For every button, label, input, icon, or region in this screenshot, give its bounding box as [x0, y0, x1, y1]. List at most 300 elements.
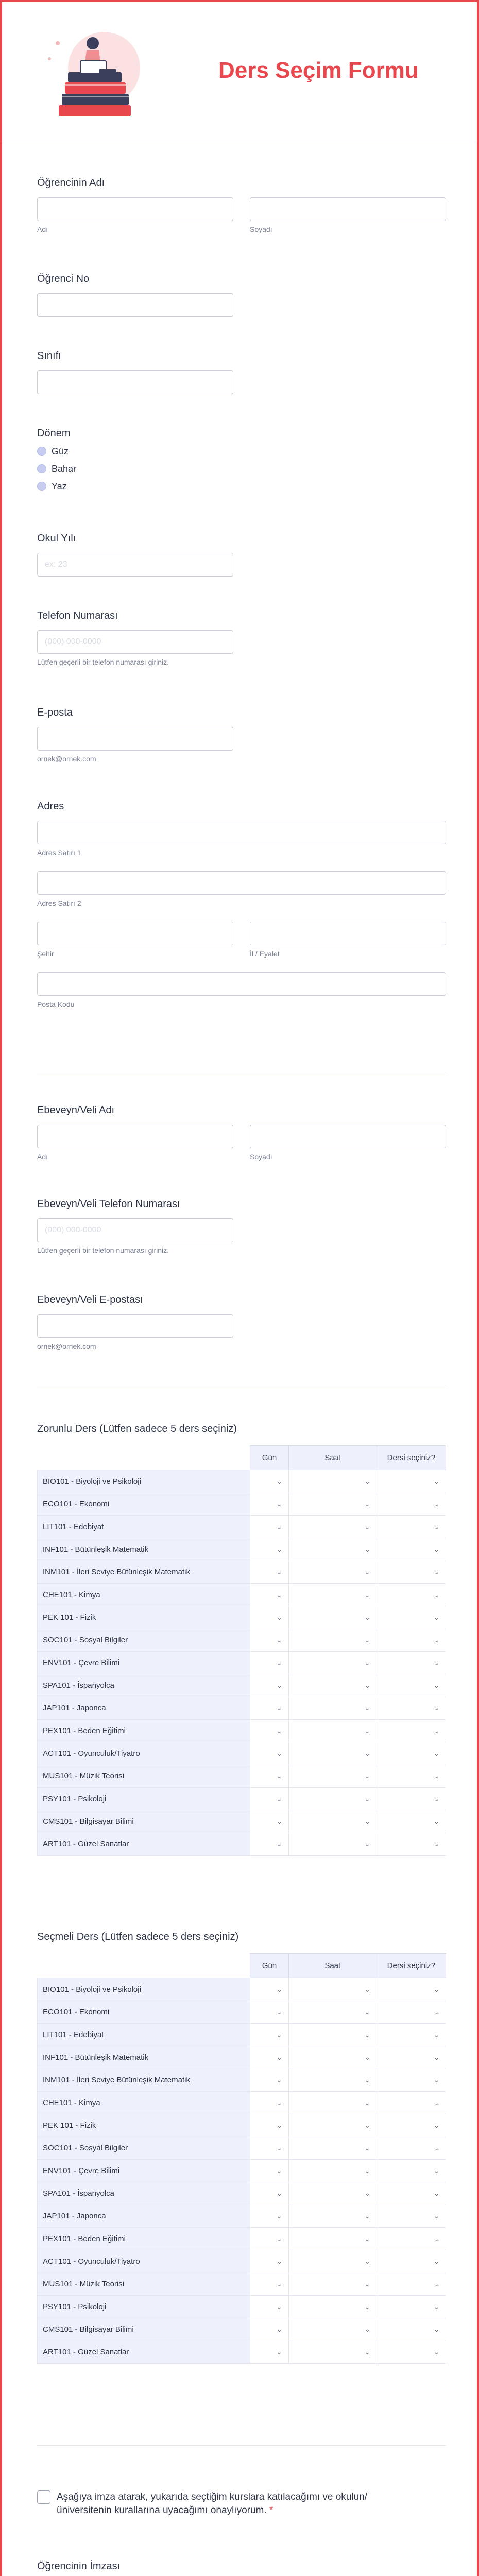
mandatory-course-matrix — [37, 1445, 446, 1856]
course-row-label: PEX101 - Beden Eğitimi — [38, 1720, 250, 1742]
chevron-down-icon[interactable]: ⌄ — [276, 1840, 282, 1848]
course-row — [38, 2092, 446, 2114]
radio-circle[interactable] — [37, 447, 46, 456]
time-select-cell[interactable] — [288, 1606, 377, 1629]
course-row — [38, 2250, 446, 2273]
chevron-down-icon[interactable]: ⌄ — [364, 1817, 370, 1825]
chevron-down-icon[interactable]: ⌄ — [434, 2121, 439, 2129]
chevron-down-icon[interactable]: ⌄ — [276, 2302, 282, 2311]
chevron-down-icon[interactable]: ⌄ — [364, 1613, 370, 1621]
course-row — [38, 2205, 446, 2228]
chevron-down-icon[interactable]: ⌄ — [276, 1749, 282, 1757]
chevron-down-icon[interactable]: ⌄ — [434, 1545, 439, 1553]
student-name-field — [37, 177, 446, 233]
class-input[interactable] — [37, 370, 233, 394]
chevron-down-icon[interactable]: ⌄ — [276, 1704, 282, 1712]
time-select-cell[interactable] — [288, 2137, 377, 2160]
choose-course-select-cell[interactable] — [377, 1674, 446, 1697]
term-option-spring[interactable] — [37, 460, 446, 478]
chevron-down-icon[interactable]: ⌄ — [276, 2098, 282, 2107]
day-select-cell[interactable] — [250, 1516, 288, 1538]
chevron-down-icon[interactable]: ⌄ — [434, 1704, 439, 1712]
chevron-down-icon[interactable]: ⌄ — [364, 1636, 370, 1644]
time-select-cell[interactable] — [288, 1720, 377, 1742]
time-select-cell[interactable] — [288, 2046, 377, 2069]
course-row-label: INM101 - İleri Seviye Bütünleşik Matematik — [38, 2069, 250, 2092]
mandatory-course-field — [37, 1423, 446, 1856]
choose-course-select-cell[interactable] — [377, 1742, 446, 1765]
course-row-label: ART101 - Güzel Sanatlar — [38, 2341, 250, 2364]
course-row — [38, 1788, 446, 1810]
chevron-down-icon[interactable]: ⌄ — [276, 1794, 282, 1803]
day-select-cell[interactable] — [250, 1697, 288, 1720]
day-select-cell[interactable] — [250, 1561, 288, 1584]
choose-course-select-cell[interactable] — [377, 2114, 446, 2137]
chevron-down-icon[interactable]: ⌄ — [434, 1985, 439, 1993]
term-option-label: Yaz — [52, 481, 67, 492]
day-select-cell[interactable] — [250, 1470, 288, 1493]
chevron-down-icon[interactable]: ⌄ — [434, 1794, 439, 1803]
chevron-down-icon[interactable]: ⌄ — [276, 1726, 282, 1735]
day-select-cell[interactable] — [250, 2205, 288, 2228]
day-select-cell[interactable] — [250, 2250, 288, 2273]
choose-course-select-cell[interactable] — [377, 2318, 446, 2341]
day-select-cell[interactable] — [250, 2069, 288, 2092]
term-label: Dönem — [37, 428, 71, 439]
choose-course-select-cell[interactable] — [377, 1720, 446, 1742]
chevron-down-icon[interactable]: ⌄ — [276, 1590, 282, 1599]
day-select-cell[interactable] — [250, 1652, 288, 1674]
chevron-down-icon[interactable]: ⌄ — [276, 2144, 282, 2152]
student-last-name-input[interactable] — [250, 197, 446, 221]
day-select-cell[interactable] — [250, 2228, 288, 2250]
choose-course-select-cell[interactable] — [377, 2341, 446, 2364]
term-option-fall[interactable] — [37, 443, 446, 460]
student-reading-books-illustration — [38, 28, 157, 121]
parent-name-label: Ebeveyn/Veli Adı — [37, 1105, 115, 1116]
choose-course-select-cell[interactable] — [377, 1629, 446, 1652]
parent-first-name-input[interactable] — [37, 1125, 233, 1148]
chevron-down-icon[interactable]: ⌄ — [364, 1658, 370, 1667]
chevron-down-icon[interactable]: ⌄ — [434, 1613, 439, 1621]
chevron-down-icon[interactable]: ⌄ — [364, 2189, 370, 2197]
consent-checkbox[interactable] — [37, 2490, 50, 2504]
choose-course-select-cell[interactable] — [377, 2273, 446, 2296]
course-row — [38, 2296, 446, 2318]
time-select-cell[interactable] — [288, 2114, 377, 2137]
chevron-down-icon[interactable]: ⌄ — [434, 1477, 439, 1485]
time-select-cell[interactable] — [288, 2296, 377, 2318]
day-select-cell[interactable] — [250, 1810, 288, 1833]
time-select-cell[interactable] — [288, 1584, 377, 1606]
choose-course-select-cell[interactable] — [377, 1606, 446, 1629]
student-no-input[interactable] — [37, 293, 233, 317]
course-row-label: LIT101 - Edebiyat — [38, 1516, 250, 1538]
chevron-down-icon[interactable]: ⌄ — [434, 2008, 439, 2016]
zip-input[interactable] — [37, 972, 446, 996]
time-select-cell[interactable] — [288, 2205, 377, 2228]
student-first-name-sublabel: Adı — [37, 225, 48, 233]
day-select-cell[interactable] — [250, 2092, 288, 2114]
chevron-down-icon[interactable]: ⌄ — [276, 2212, 282, 2220]
course-row — [38, 2024, 446, 2046]
chevron-down-icon[interactable]: ⌄ — [434, 1500, 439, 1508]
time-select-cell[interactable] — [288, 1516, 377, 1538]
choose-course-select-cell[interactable] — [377, 2182, 446, 2205]
course-row-label: PEK 101 - Fizik — [38, 2114, 250, 2137]
chevron-down-icon[interactable]: ⌄ — [276, 2234, 282, 2243]
chevron-down-icon[interactable]: ⌄ — [434, 2348, 439, 2356]
chevron-down-icon[interactable]: ⌄ — [364, 1500, 370, 1508]
chevron-down-icon[interactable]: ⌄ — [434, 1772, 439, 1780]
state-input[interactable] — [250, 922, 446, 945]
course-row — [38, 1493, 446, 1516]
chevron-down-icon[interactable]: ⌄ — [364, 2008, 370, 2016]
elective-course-field — [37, 1931, 446, 2364]
choose-course-select-cell[interactable] — [377, 2160, 446, 2182]
time-select-cell[interactable] — [288, 1810, 377, 1833]
course-row — [38, 2046, 446, 2069]
school-year-input[interactable]: ex: 23 — [37, 553, 233, 577]
day-select-cell[interactable] — [250, 2273, 288, 2296]
course-row — [38, 2160, 446, 2182]
choose-course-select-cell[interactable] — [377, 1697, 446, 1720]
course-row-label: PEX101 - Beden Eğitimi — [38, 2228, 250, 2250]
school-year-field — [37, 533, 446, 577]
time-select-cell[interactable] — [288, 1833, 377, 1856]
column-header-day: Gün — [250, 1954, 288, 1978]
choose-course-select-cell[interactable] — [377, 1978, 446, 2001]
parent-email-sublabel: ornek@ornek.com — [37, 1342, 96, 1350]
chevron-down-icon[interactable]: ⌄ — [364, 1794, 370, 1803]
day-select-cell[interactable] — [250, 2137, 288, 2160]
parent-email-label: Ebeveyn/Veli E-postası — [37, 1294, 143, 1306]
choose-course-select-cell[interactable] — [377, 1833, 446, 1856]
radio-circle[interactable] — [37, 464, 46, 473]
choose-course-select-cell[interactable] — [377, 2137, 446, 2160]
chevron-down-icon[interactable]: ⌄ — [276, 1658, 282, 1667]
course-row-label: CMS101 - Bilgisayar Bilimi — [38, 1810, 250, 1833]
chevron-down-icon[interactable]: ⌄ — [434, 2189, 439, 2197]
chevron-down-icon[interactable]: ⌄ — [276, 2348, 282, 2356]
zip-sublabel: Posta Kodu — [37, 1000, 75, 1008]
choose-course-select-cell[interactable] — [377, 1516, 446, 1538]
choose-course-select-cell[interactable] — [377, 2092, 446, 2114]
chevron-down-icon[interactable]: ⌄ — [276, 1772, 282, 1780]
time-select-cell[interactable] — [288, 1470, 377, 1493]
time-select-cell[interactable] — [288, 1629, 377, 1652]
chevron-down-icon[interactable]: ⌄ — [364, 2234, 370, 2243]
parent-last-name-input[interactable] — [250, 1125, 446, 1148]
chevron-down-icon[interactable]: ⌄ — [364, 2098, 370, 2107]
course-row — [38, 1538, 446, 1561]
choose-course-select-cell[interactable] — [377, 2001, 446, 2024]
chevron-down-icon[interactable]: ⌄ — [434, 2053, 439, 2061]
chevron-down-icon[interactable]: ⌄ — [434, 2144, 439, 2152]
day-select-cell[interactable] — [250, 2046, 288, 2069]
chevron-down-icon[interactable]: ⌄ — [276, 1477, 282, 1485]
day-select-cell[interactable] — [250, 2001, 288, 2024]
time-select-cell[interactable] — [288, 2228, 377, 2250]
day-select-cell[interactable] — [250, 1788, 288, 1810]
course-row-label: SPA101 - İspanyolca — [38, 1674, 250, 1697]
time-select-cell[interactable] — [288, 1788, 377, 1810]
choose-course-select-cell[interactable] — [377, 1493, 446, 1516]
chevron-down-icon[interactable]: ⌄ — [364, 2348, 370, 2356]
address-label: Adres — [37, 801, 64, 812]
choose-course-select-cell[interactable] — [377, 1788, 446, 1810]
phone-sublabel: Lütfen geçerli bir telefon numarası giriniz. — [37, 658, 169, 666]
choose-course-select-cell[interactable] — [377, 1810, 446, 1833]
student-no-field — [37, 273, 446, 317]
chevron-down-icon[interactable]: ⌄ — [364, 2325, 370, 2333]
time-select-cell[interactable] — [288, 1674, 377, 1697]
chevron-down-icon[interactable]: ⌄ — [364, 1985, 370, 1993]
chevron-down-icon[interactable]: ⌄ — [276, 1985, 282, 1993]
course-row — [38, 1742, 446, 1765]
chevron-down-icon[interactable]: ⌄ — [364, 1704, 370, 1712]
chevron-down-icon[interactable]: ⌄ — [276, 2008, 282, 2016]
chevron-down-icon[interactable]: ⌄ — [276, 2053, 282, 2061]
time-select-cell[interactable] — [288, 2318, 377, 2341]
phone-input[interactable]: (000) 000-0000 — [37, 630, 233, 654]
chevron-down-icon[interactable]: ⌄ — [276, 2257, 282, 2265]
chevron-down-icon[interactable]: ⌄ — [364, 1749, 370, 1757]
choose-course-select-cell[interactable] — [377, 2024, 446, 2046]
day-select-cell[interactable] — [250, 1765, 288, 1788]
chevron-down-icon[interactable]: ⌄ — [276, 1522, 282, 1531]
chevron-down-icon[interactable]: ⌄ — [276, 1613, 282, 1621]
course-row — [38, 1652, 446, 1674]
choose-course-select-cell[interactable] — [377, 2228, 446, 2250]
time-select-cell[interactable] — [288, 1978, 377, 2001]
course-row — [38, 2228, 446, 2250]
day-select-cell[interactable] — [250, 1833, 288, 1856]
day-select-cell[interactable] — [250, 1720, 288, 1742]
chevron-down-icon[interactable]: ⌄ — [434, 1590, 439, 1599]
chevron-down-icon[interactable]: ⌄ — [364, 1477, 370, 1485]
time-select-cell[interactable] — [288, 2001, 377, 2024]
chevron-down-icon[interactable]: ⌄ — [434, 2076, 439, 2084]
email-input[interactable] — [37, 727, 233, 751]
course-row — [38, 1516, 446, 1538]
elective-course-matrix — [37, 1953, 446, 2364]
choose-course-select-cell[interactable] — [377, 2046, 446, 2069]
chevron-down-icon[interactable]: ⌄ — [434, 2234, 439, 2243]
address-line2-sublabel: Adres Satırı 2 — [37, 899, 81, 907]
chevron-down-icon[interactable]: ⌄ — [364, 2030, 370, 2039]
chevron-down-icon[interactable]: ⌄ — [364, 2121, 370, 2129]
chevron-down-icon[interactable]: ⌄ — [276, 2030, 282, 2039]
chevron-down-icon[interactable]: ⌄ — [434, 1681, 439, 1689]
radio-circle[interactable] — [37, 482, 46, 491]
choose-course-select-cell[interactable] — [377, 1765, 446, 1788]
course-row-label: SOC101 - Sosyal Bilgiler — [38, 2137, 250, 2160]
column-header-time: Saat — [288, 1954, 377, 1978]
time-select-cell[interactable] — [288, 2273, 377, 2296]
choose-course-select-cell[interactable] — [377, 2069, 446, 2092]
chevron-down-icon[interactable]: ⌄ — [434, 2302, 439, 2311]
choose-course-select-cell[interactable] — [377, 2296, 446, 2318]
time-select-cell[interactable] — [288, 1697, 377, 1720]
day-select-cell[interactable] — [250, 2114, 288, 2137]
time-select-cell[interactable] — [288, 2069, 377, 2092]
chevron-down-icon[interactable]: ⌄ — [434, 1568, 439, 1576]
day-select-cell[interactable] — [250, 1742, 288, 1765]
elective-course-label: Seçmeli Ders (Lütfen sadece 5 ders seçiniz) — [37, 1931, 239, 1942]
day-select-cell[interactable] — [250, 1606, 288, 1629]
chevron-down-icon[interactable]: ⌄ — [276, 1545, 282, 1553]
course-row-label: PSY101 - Psikoloji — [38, 1788, 250, 1810]
chevron-down-icon[interactable]: ⌄ — [364, 2053, 370, 2061]
chevron-down-icon[interactable]: ⌄ — [434, 1817, 439, 1825]
time-select-cell[interactable] — [288, 2341, 377, 2364]
chevron-down-icon[interactable]: ⌄ — [364, 2257, 370, 2265]
chevron-down-icon[interactable]: ⌄ — [434, 1522, 439, 1531]
time-select-cell[interactable] — [288, 1538, 377, 1561]
time-select-cell[interactable] — [288, 2092, 377, 2114]
elective-course-rows — [38, 1978, 446, 2364]
chevron-down-icon[interactable]: ⌄ — [364, 1590, 370, 1599]
time-select-cell[interactable] — [288, 2250, 377, 2273]
day-select-cell[interactable] — [250, 2182, 288, 2205]
chevron-down-icon[interactable]: ⌄ — [276, 2325, 282, 2333]
phone-label: Telefon Numarası — [37, 610, 118, 621]
chevron-down-icon[interactable]: ⌄ — [364, 2212, 370, 2220]
parent-phone-field — [37, 1198, 446, 1255]
mandatory-course-label: Zorunlu Ders (Lütfen sadece 5 ders seçiniz) — [37, 1423, 237, 1434]
course-row-label: ECO101 - Ekonomi — [38, 2001, 250, 2024]
column-header-select: Dersi seçiniz? — [377, 1446, 446, 1470]
course-row-label: CMS101 - Bilgisayar Bilimi — [38, 2318, 250, 2341]
chevron-down-icon[interactable]: ⌄ — [434, 1840, 439, 1848]
chevron-down-icon[interactable]: ⌄ — [276, 2280, 282, 2288]
chevron-down-icon[interactable]: ⌄ — [364, 1522, 370, 1531]
chevron-down-icon[interactable]: ⌄ — [364, 1568, 370, 1576]
course-row — [38, 1833, 446, 1856]
time-select-cell[interactable] — [288, 1652, 377, 1674]
chevron-down-icon[interactable]: ⌄ — [276, 1681, 282, 1689]
parent-email-field — [37, 1294, 446, 1350]
choose-course-select-cell[interactable] — [377, 1584, 446, 1606]
chevron-down-icon[interactable]: ⌄ — [434, 1658, 439, 1667]
day-select-cell[interactable] — [250, 1978, 288, 2001]
chevron-down-icon[interactable]: ⌄ — [276, 1817, 282, 1825]
course-row — [38, 1470, 446, 1493]
chevron-down-icon[interactable]: ⌄ — [364, 1840, 370, 1848]
day-select-cell[interactable] — [250, 1538, 288, 1561]
choose-course-select-cell[interactable] — [377, 2250, 446, 2273]
chevron-down-icon[interactable]: ⌄ — [276, 1500, 282, 1508]
parent-phone-input[interactable]: (000) 000-0000 — [37, 1218, 233, 1242]
day-select-cell[interactable] — [250, 1629, 288, 1652]
chevron-down-icon[interactable]: ⌄ — [276, 2076, 282, 2084]
choose-course-select-cell[interactable] — [377, 2205, 446, 2228]
day-select-cell[interactable] — [250, 1584, 288, 1606]
student-first-name-input[interactable] — [37, 197, 233, 221]
chevron-down-icon[interactable]: ⌄ — [364, 2302, 370, 2311]
column-header-time: Saat — [288, 1446, 377, 1470]
choose-course-select-cell[interactable] — [377, 1538, 446, 1561]
chevron-down-icon[interactable]: ⌄ — [434, 1636, 439, 1644]
student-no-label: Öğrenci No — [37, 273, 90, 284]
course-row-label: INF101 - Bütünleşik Matematik — [38, 2046, 250, 2069]
day-select-cell[interactable] — [250, 2024, 288, 2046]
time-select-cell[interactable] — [288, 2024, 377, 2046]
address-line2-input[interactable] — [37, 871, 446, 895]
matrix-corner — [38, 1446, 250, 1470]
chevron-down-icon[interactable]: ⌄ — [434, 2257, 439, 2265]
time-select-cell[interactable] — [288, 1493, 377, 1516]
city-input[interactable] — [37, 922, 233, 945]
parent-email-input[interactable] — [37, 1314, 233, 1338]
day-select-cell[interactable] — [250, 2318, 288, 2341]
parent-name-field — [37, 1105, 446, 1161]
phone-field — [37, 610, 446, 666]
student-signature-label: Öğrencinin İmzası — [37, 2561, 121, 2572]
chevron-down-icon[interactable]: ⌄ — [434, 2280, 439, 2288]
chevron-down-icon[interactable]: ⌄ — [434, 2098, 439, 2107]
course-row — [38, 1697, 446, 1720]
chevron-down-icon[interactable]: ⌄ — [364, 1772, 370, 1780]
chevron-down-icon[interactable]: ⌄ — [434, 2212, 439, 2220]
course-row — [38, 1978, 446, 2001]
choose-course-select-cell[interactable] — [377, 1561, 446, 1584]
term-option-summer[interactable] — [37, 478, 446, 495]
chevron-down-icon[interactable]: ⌄ — [276, 2189, 282, 2197]
time-select-cell[interactable] — [288, 1765, 377, 1788]
course-row-label: MUS101 - Müzik Teorisi — [38, 2273, 250, 2296]
day-select-cell[interactable] — [250, 1493, 288, 1516]
time-select-cell[interactable] — [288, 1742, 377, 1765]
day-select-cell[interactable] — [250, 2160, 288, 2182]
choose-course-select-cell[interactable] — [377, 1470, 446, 1493]
chevron-down-icon[interactable]: ⌄ — [276, 2166, 282, 2175]
chevron-down-icon[interactable]: ⌄ — [364, 2280, 370, 2288]
course-row — [38, 2318, 446, 2341]
chevron-down-icon[interactable]: ⌄ — [364, 1726, 370, 1735]
day-select-cell[interactable] — [250, 2296, 288, 2318]
course-row — [38, 2273, 446, 2296]
student-last-name-sublabel: Soyadı — [250, 225, 272, 233]
chevron-down-icon[interactable]: ⌄ — [364, 1681, 370, 1689]
chevron-down-icon[interactable]: ⌄ — [434, 2166, 439, 2175]
chevron-down-icon[interactable]: ⌄ — [434, 1726, 439, 1735]
course-row-label: ECO101 - Ekonomi — [38, 1493, 250, 1516]
course-row — [38, 2182, 446, 2205]
chevron-down-icon[interactable]: ⌄ — [364, 2166, 370, 2175]
time-select-cell[interactable] — [288, 2182, 377, 2205]
chevron-down-icon[interactable]: ⌄ — [434, 2325, 439, 2333]
chevron-down-icon[interactable]: ⌄ — [434, 2030, 439, 2039]
day-select-cell[interactable] — [250, 2341, 288, 2364]
chevron-down-icon[interactable]: ⌄ — [276, 1636, 282, 1644]
time-select-cell[interactable] — [288, 1561, 377, 1584]
address-line1-input[interactable] — [37, 821, 446, 844]
chevron-down-icon[interactable]: ⌄ — [276, 2121, 282, 2129]
time-select-cell[interactable] — [288, 2160, 377, 2182]
course-row — [38, 1720, 446, 1742]
chevron-down-icon[interactable]: ⌄ — [434, 1749, 439, 1757]
chevron-down-icon[interactable]: ⌄ — [276, 1568, 282, 1576]
choose-course-select-cell[interactable] — [377, 1652, 446, 1674]
chevron-down-icon[interactable]: ⌄ — [364, 2076, 370, 2084]
term-option-label: Güz — [52, 446, 69, 456]
chevron-down-icon[interactable]: ⌄ — [364, 1545, 370, 1553]
chevron-down-icon[interactable]: ⌄ — [364, 2144, 370, 2152]
day-select-cell[interactable] — [250, 1674, 288, 1697]
consent-field — [37, 2490, 446, 2517]
